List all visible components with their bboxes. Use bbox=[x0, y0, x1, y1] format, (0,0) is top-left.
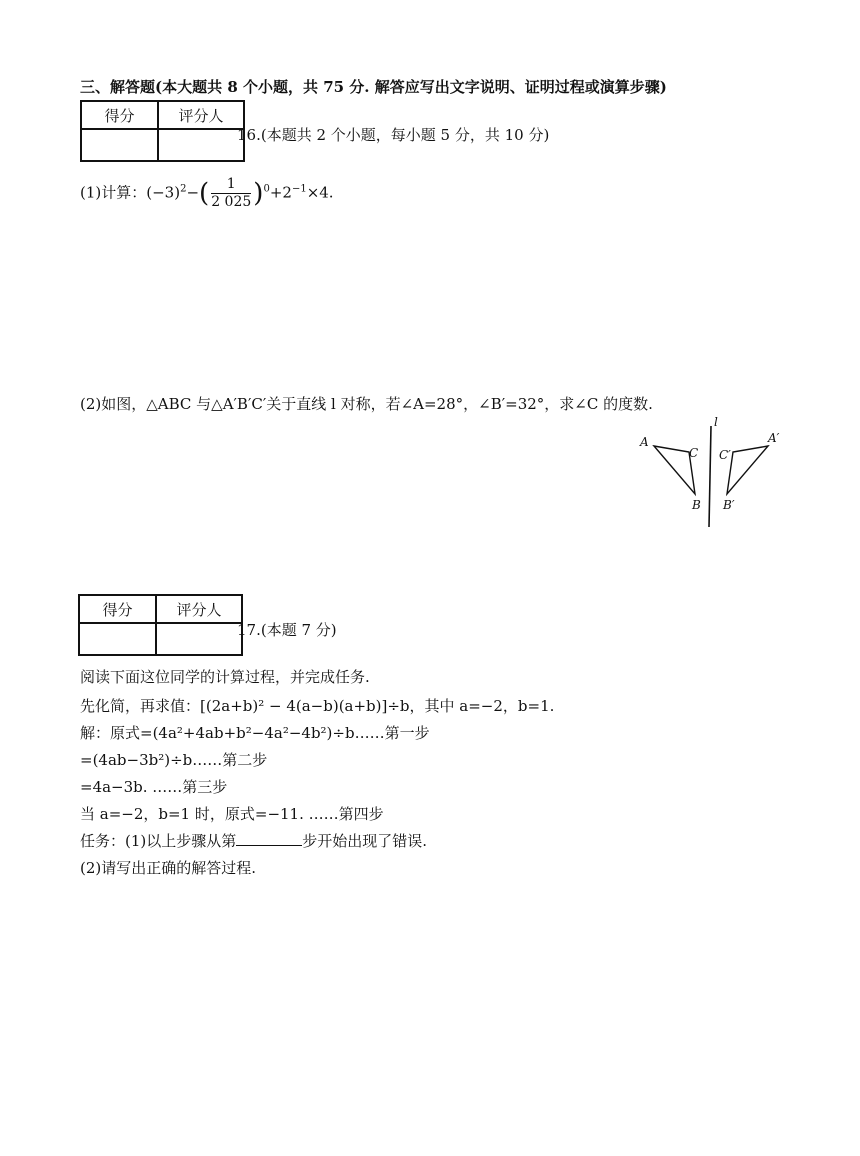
label-a: A bbox=[640, 435, 649, 449]
right-paren: ) bbox=[253, 178, 264, 209]
label-b-prime: B′ bbox=[723, 498, 735, 512]
q17-problem: 先化简，再求值：[(2a+b)² − 4(a−b)(a+b)]÷b，其中 a=−2，b=1. bbox=[80, 697, 555, 715]
symmetry-figure bbox=[630, 412, 790, 532]
score-table-16 bbox=[80, 100, 245, 162]
answer-blank[interactable] bbox=[236, 833, 302, 846]
fraction-denominator: 2 025 bbox=[211, 194, 252, 210]
score-cell bbox=[81, 129, 158, 161]
score-header: 得分 bbox=[79, 595, 156, 623]
q16-header: 16.(本题共 2 个小题，每小题 5 分，共 10 分) bbox=[237, 126, 550, 144]
grader-cell bbox=[158, 129, 244, 161]
label-c-prime: C′ bbox=[719, 448, 731, 462]
plus-two: +2 bbox=[269, 183, 292, 202]
q17-intro: 阅读下面这位同学的计算过程，并完成任务. bbox=[80, 668, 370, 686]
fraction-numerator: 1 bbox=[211, 176, 251, 194]
triangle-abc-prime bbox=[727, 446, 768, 494]
score-header: 得分 bbox=[81, 101, 158, 129]
label-a-prime: A′ bbox=[768, 431, 780, 445]
score-cell bbox=[79, 623, 156, 655]
q17-task1 bbox=[80, 830, 427, 851]
grader-header: 评分人 bbox=[158, 101, 244, 129]
q16-part1 bbox=[80, 176, 334, 211]
exp-0: 0 bbox=[263, 183, 270, 195]
label-b: B bbox=[692, 498, 701, 512]
q17-header: 17.(本题 7 分) bbox=[237, 621, 337, 639]
label-c: C bbox=[689, 446, 699, 460]
fraction bbox=[211, 176, 251, 211]
q16-part2: (2)如图，△ABC 与△A′B′C′关于直线 l 对称，若∠A=28°，∠B′=32°，求∠C 的度数. bbox=[80, 395, 653, 413]
q17-step3: =4a−3b. ……第三步 bbox=[80, 778, 228, 796]
grader-header: 评分人 bbox=[156, 595, 242, 623]
left-paren: ( bbox=[199, 178, 210, 209]
q17-task1-before: 任务：(1)以上步骤从第 bbox=[80, 832, 237, 850]
grader-cell bbox=[156, 623, 242, 655]
q17-step2: =(4ab−3b²)÷b……第二步 bbox=[80, 751, 268, 769]
minus-sign: − bbox=[186, 183, 200, 202]
label-l: l bbox=[714, 415, 718, 429]
exp-neg1: −1 bbox=[291, 183, 307, 195]
exp-2: 2 bbox=[180, 183, 187, 195]
q16-part1-prefix: (1)计算：(−3) bbox=[80, 183, 181, 202]
score-table-17 bbox=[78, 594, 243, 656]
q17-task1-after: 步开始出现了错误. bbox=[302, 832, 428, 850]
times-four: ×4. bbox=[306, 183, 334, 202]
q17-step1: 解：原式=(4a²+4ab+b²−4a²−4b²)÷b……第一步 bbox=[80, 724, 430, 742]
q17-step4: 当 a=−2，b=1 时，原式=−11. ……第四步 bbox=[80, 805, 384, 823]
axis-line-l bbox=[709, 426, 711, 527]
section-title: 三、解答题(本大题共 8 个小题，共 75 分. 解答应写出文字说明、证明过程或演算步骤) bbox=[80, 78, 667, 96]
q17-task2: (2)请写出正确的解答过程. bbox=[80, 859, 257, 877]
